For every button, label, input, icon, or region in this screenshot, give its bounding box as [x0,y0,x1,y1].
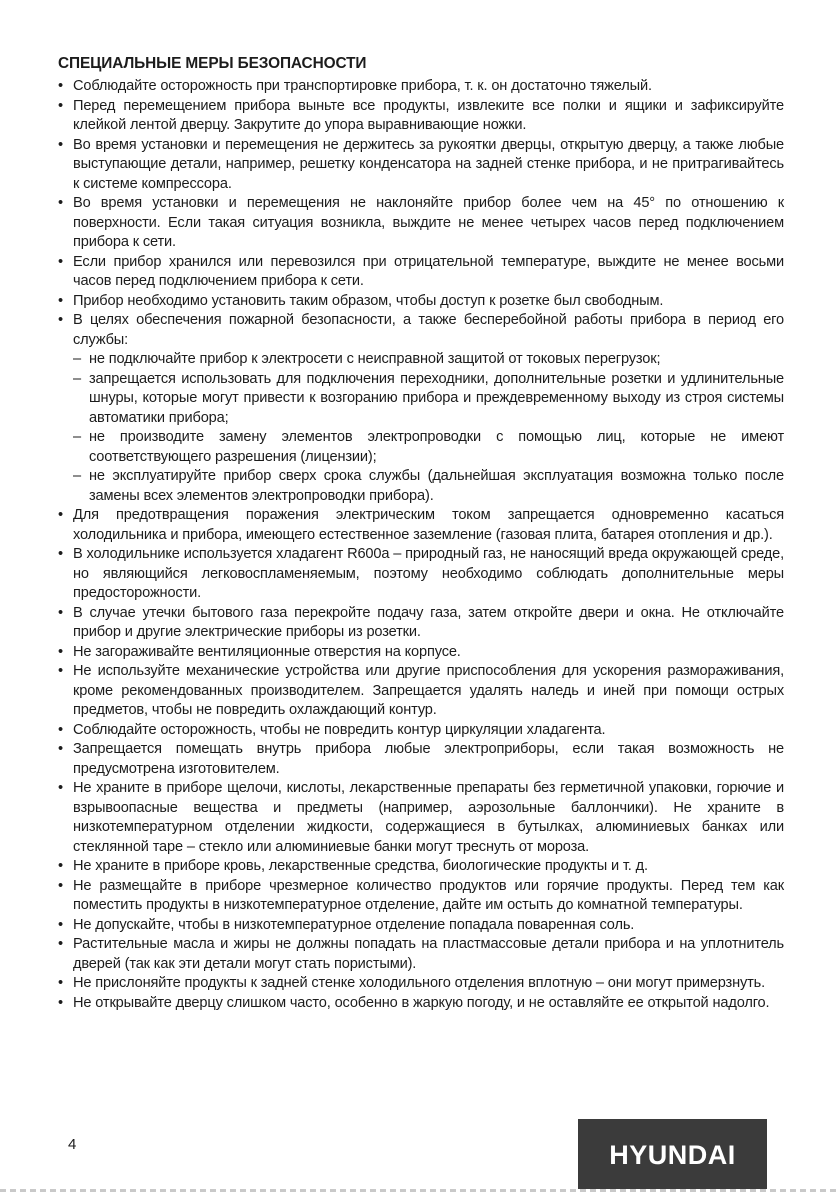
page-number: 4 [68,1136,77,1153]
list-item-fire-safety [58,311,784,506]
list-item: • Не храните в приборе кровь, лекарственные средства, биологические продукты и т. д. [58,857,784,877]
list-item: • Соблюдайте осторожность, чтобы не повредить контур циркуляции хладагента. [58,721,784,741]
list-item: • Прибор необходимо установить таким образом, чтобы доступ к розетке был свободным. [58,292,784,312]
list-item: • Не допускайте, чтобы в низкотемпературное отделение попадала поваренная соль. [58,916,784,936]
sublist-item: – не производите замену элементов электропроводки с помощью лиц, которые не имеют соответствующего разрешения (лицензии); [73,428,784,467]
list-item: • Перед перемещением прибора выньте все продукты, извлеките все полки и ящики и зафиксируйте клейкой лентой дверцу. Закрутите до упора выравнивающие ножки. [58,97,784,136]
list-item: • Запрещается помещать внутрь прибора любые электроприборы, если такая возможность не предусмотрена изготовителем. [58,740,784,779]
fire-safety-sublist [73,350,784,506]
document-body [58,54,784,1013]
list-item: • Во время установки и перемещения не наклоняйте прибор более чем на 45° по отношению к поверхности. Если такая ситуация возникла, выждите не менее четырех часов перед подключением прибора к сети. [58,194,784,253]
list-item: • В случае утечки бытового газа перекройте подачу газа, затем откройте двери и окна. Не отключайте прибор и другие электрические приборы из розетки. [58,604,784,643]
list-item: • В холодильнике используется хладагент R600a – природный газ, не наносящий вреда окружающей среде, но являющийся легковоспламеняемым, поэтому необходимо соблюдать дополнительные меры предосторожности. [58,545,784,604]
list-item: • Не размещайте в приборе чрезмерное количество продуктов или горячие продукты. Перед тем как поместить продукты в низкотемпературное отделение, дайте им остыть до комнатной температуры. [58,877,784,916]
section-title: СПЕЦИАЛЬНЫЕ МЕРЫ БЕЗОПАСНОСТИ [58,55,367,72]
list-item: • Если прибор хранился или перевозился при отрицательной температуре, выждите не менее восьми часов перед подключением прибора к сети. [58,253,784,292]
list-item: • Не храните в приборе щелочи, кислоты, лекарственные препараты без герметичной упаковки, горючие и взрывоопасные вещества и предметы (например, аэрозольные баллончики). Не храните в низкотемпературном отделении жидкости, содержащиеся в бутылках, алюминиевых банках или стеклянной таре – стекло или алюминиевые банки могут треснуть от мороза. [58,779,784,857]
safety-list [58,77,784,1013]
list-item: • Не загораживайте вентиляционные отверстия на корпусе. [58,643,784,663]
sublist-item: – не подключайте прибор к электросети с неисправной защитой от токовых перегрузок; [73,350,784,370]
list-item-text: В целях обеспечения пожарной безопасности, а также бесперебойной работы прибора в период его службы: [73,312,784,348]
sublist-item: – запрещается использовать для подключения переходники, дополнительные розетки и удлинительные шнуры, которые могут привести к возгоранию прибора и преждевременному выходу из строя системы автоматики прибора; [73,370,784,429]
list-item: • Не открывайте дверцу слишком часто, особенно в жаркую погоду, и не оставляйте ее открытой надолго. [58,994,784,1014]
list-item: • Не прислоняйте продукты к задней стенке холодильного отделения вплотную – они могут примерзнуть. [58,974,784,994]
sublist-item: – не эксплуатируйте прибор сверх срока службы (дальнейшая эксплуатация возможна только после замены всех элементов электропроводки прибора). [73,467,784,506]
list-item: • Для предотвращения поражения электрическим током запрещается одновременно касаться холодильника и прибора, имеющего естественное заземление (газовая плита, батарея отопления и др.). [58,506,784,545]
list-item: • Не используйте механические устройства или другие приспособления для ускорения размораживания, кроме рекомендованных производителем. Запрещается удалять наледь и иней при помощи острых предметов, чтобы не повредить охлаждающий контур. [58,662,784,721]
brand-logo-text: HYUNDAI [609,1140,736,1170]
brand-logo [578,1119,767,1192]
list-item: • Растительные масла и жиры не должны попадать на пластмассовые детали прибора и на уплотнитель дверей (так как эти детали могут стать пористыми). [58,935,784,974]
list-item: • Соблюдайте осторожность при транспортировке прибора, т. к. он достаточно тяжелый. [58,77,784,97]
list-item: • Во время установки и перемещения не держитесь за рукоятки дверцы, открытую дверцу, а также любые выступающие детали, например, решетку конденсатора на задней стенке прибора, и не притрагивайтесь к системе компрессора. [58,136,784,195]
